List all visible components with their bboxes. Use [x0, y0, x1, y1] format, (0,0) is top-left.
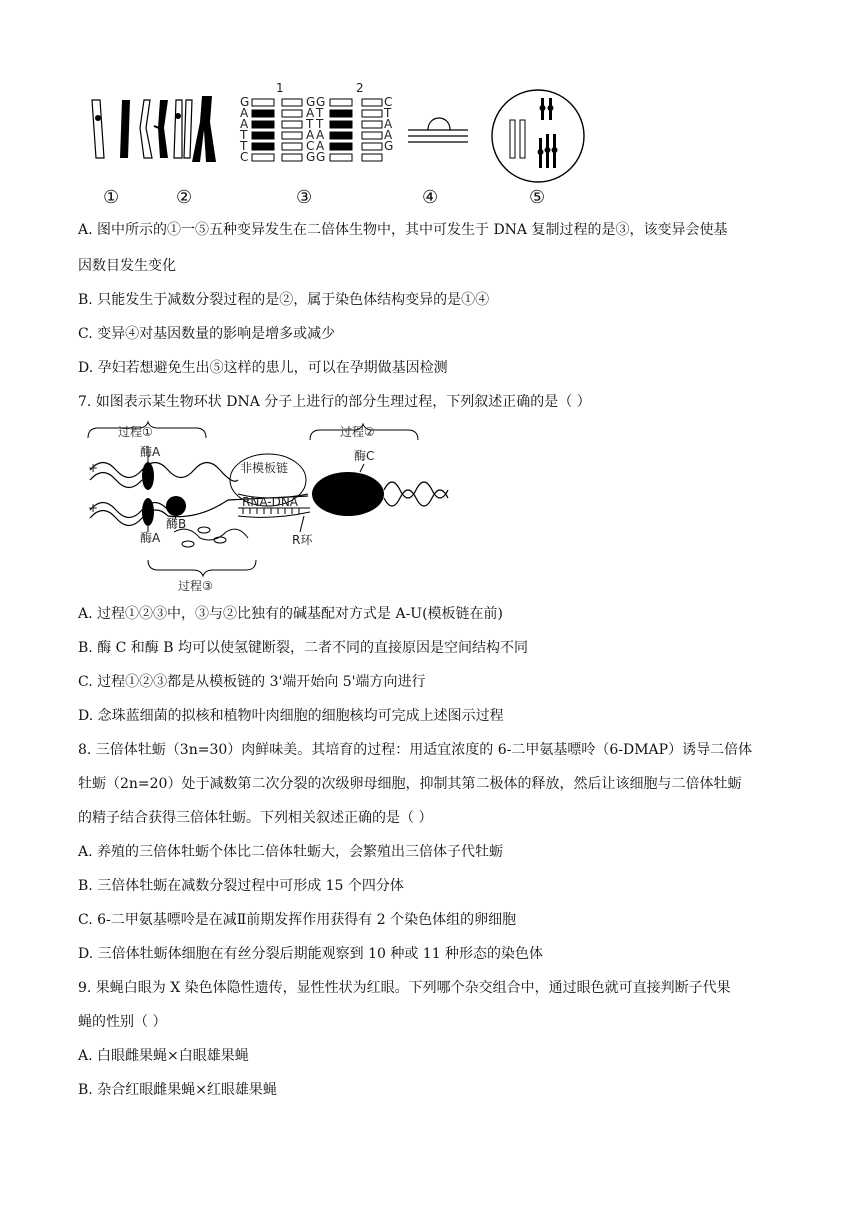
strand-base-mid-left: G: [306, 150, 316, 164]
q8-stem-line-1: 8. 三倍体牡蛎（3n=30）肉鲜味美。其培育的过程：用适宜浓度的 6-二甲氨基嘌呤（6-DMAP）诱导二倍体: [78, 742, 753, 758]
strand-block: [252, 99, 274, 106]
q9-stem-line-1: 9. 果蝇白眼为 X 染色体隐性遗传，显性性状为红眼。下列哪个杂交组合中，通过眼色就可直接判断子代果: [78, 980, 731, 996]
strand-base-left: C: [240, 150, 249, 164]
strand-base-left: A: [240, 106, 249, 120]
figure-label-5: ⑤: [529, 187, 546, 208]
strand-base-mid-right: T: [316, 106, 324, 120]
q8-stem-line-2: 牡蛎（2n=20）处于减数第二次分裂的次级卵母细胞，抑制其第二极体的释放，然后让该细胞与二倍体牡蛎: [78, 776, 742, 792]
q7-stem: 7. 如图表示某生物环状 DNA 分子上进行的部分生理过程，下列叙述正确的是（ ）: [78, 394, 591, 410]
dna-strand-diagram: [239, 81, 393, 164]
dna-replication-transcription-figure: [78, 420, 458, 596]
strand-block: [362, 110, 382, 117]
strand-block: [252, 154, 274, 161]
q8-option-a: A. 养殖的三倍体牡蛎个体比二倍体牡蛎大，会繁殖出三倍体子代牡蛎: [78, 844, 504, 860]
label-process-3: 过程③: [178, 579, 213, 593]
strand-base-right: T: [384, 106, 392, 120]
strand-block: [252, 110, 274, 117]
q6-option-a: A. 图中所示的①一⑤五种变异发生在二倍体生物中，其中可发生于 DNA 复制过程的是③，该变异会使基: [78, 222, 728, 238]
label-rna-dna: RNA-DNA: [242, 495, 299, 509]
q6-option-d: D. 孕妇若想避免生出⑤这样的患儿，可以在孕期做基因检测: [78, 360, 448, 376]
strand-base-left: G: [240, 95, 250, 109]
strand-block: [330, 132, 352, 139]
strand-base-mid-right: G: [316, 150, 326, 164]
label-process-1: 过程①: [118, 425, 153, 439]
label-enzyme-c: 酶C: [354, 449, 375, 463]
strand-block: [282, 143, 302, 150]
strand-block: [282, 110, 302, 117]
q8-option-b: B. 三倍体牡蛎在减数分裂过程中可形成 15 个四分体: [78, 878, 404, 894]
figure-label-2: ②: [176, 187, 193, 208]
q6-option-b: B. 只能发生于减数分裂过程的是②，属于染色体结构变异的是①④: [78, 292, 490, 308]
strand-base-mid-left: C: [306, 139, 315, 153]
chromosome-variation-figure: [78, 78, 598, 196]
strand-block: [330, 110, 352, 117]
label-enzyme-a-top: 酶A: [140, 445, 161, 459]
strand-block: [252, 121, 274, 128]
svg-text:+: +: [88, 461, 99, 475]
q9-stem-line-2: 蝇的性别（ ）: [78, 1014, 167, 1030]
figure-label-1: ①: [103, 187, 120, 208]
strand-block: [330, 121, 352, 128]
cell-with-chromosomes: [492, 90, 584, 182]
q7-option-b: B. 酶 C 和酶 B 均可以使氢键断裂，二者不同的直接原因是空间结构不同: [78, 640, 528, 656]
q8-option-d: D. 三倍体牡蛎体细胞在有丝分裂后期能观察到 10 种或 11 种形态的染色体: [78, 946, 544, 962]
strand-block: [362, 154, 382, 161]
strand-base-right: C: [384, 95, 393, 109]
figure-label-3: ③: [296, 187, 313, 208]
strand-block: [362, 121, 382, 128]
loop-deletion-diagram: [408, 118, 468, 142]
strand-base-left: T: [240, 139, 248, 153]
strand-base-left: T: [240, 128, 248, 142]
strand-base-right: A: [384, 128, 393, 142]
strand-base-mid-right: A: [316, 139, 325, 153]
strand-block: [282, 99, 302, 106]
label-enzyme-a-bottom: 酶A: [140, 531, 161, 545]
strand-base-left: A: [240, 117, 249, 131]
strand-base-mid-right: G: [316, 95, 326, 109]
strand-block: [362, 99, 382, 106]
q7-option-d: D. 念珠蓝细菌的拟核和植物叶肉细胞的细胞核均可完成上述图示过程: [78, 708, 504, 724]
strand-block: [252, 143, 274, 150]
q9-option-a: A. 白眼雌果蝇×白眼雄果蝇: [78, 1048, 249, 1064]
q8-stem-line-3: 的精子结合获得三倍体牡蛎。下列相关叙述正确的是（ ）: [78, 810, 433, 826]
column-number-2: 2: [356, 81, 364, 95]
strand-block: [252, 132, 274, 139]
q6-option-c: C. 变异④对基因数量的影响是增多或减少: [78, 326, 336, 342]
strand-block: [330, 154, 352, 161]
strand-block: [282, 121, 302, 128]
strand-base-mid-right: T: [316, 117, 324, 131]
label-nontemplate-strand: 非模板链: [240, 461, 289, 475]
figure-label-4: ④: [422, 187, 439, 208]
column-number-1: 1: [276, 81, 284, 95]
strand-block: [362, 132, 382, 139]
chromosome-pair-2: [140, 100, 168, 158]
strand-base-mid-left: G: [306, 95, 316, 109]
label-process-2: 过程②: [340, 425, 375, 439]
chromosome-pair-3: [174, 96, 216, 162]
q6-option-a-cont: 因数目发生变化: [78, 258, 176, 274]
strand-block: [282, 132, 302, 139]
strand-base-mid-left: A: [306, 106, 315, 120]
q7-option-a: A. 过程①②③中，③与②比独有的碱基配对方式是 A-U(模板链在前): [78, 606, 504, 622]
q9-option-b: B. 杂合红眼雌果蝇×红眼雄果蝇: [78, 1082, 277, 1098]
svg-text:+: +: [88, 501, 99, 515]
strand-base-mid-left: T: [306, 117, 314, 131]
strand-base-mid-left: A: [306, 128, 315, 142]
strand-block: [282, 154, 302, 161]
label-r-loop: R环: [292, 533, 313, 547]
label-enzyme-b: 酶B: [166, 517, 187, 531]
strand-block: [330, 143, 352, 150]
chromosome-pair-1: [92, 100, 130, 158]
strand-base-mid-right: A: [316, 128, 325, 142]
q7-option-c: C. 过程①②③都是从模板链的 3'端开始向 5'端方向进行: [78, 674, 426, 690]
strand-block: [362, 143, 382, 150]
strand-base-right: A: [384, 117, 393, 131]
strand-block: [330, 99, 352, 106]
q8-option-c: C. 6-二甲氨基嘌呤是在减Ⅱ前期发挥作用获得有 2 个染色体组的卵细胞: [78, 912, 517, 928]
strand-base-right: G: [384, 139, 394, 153]
